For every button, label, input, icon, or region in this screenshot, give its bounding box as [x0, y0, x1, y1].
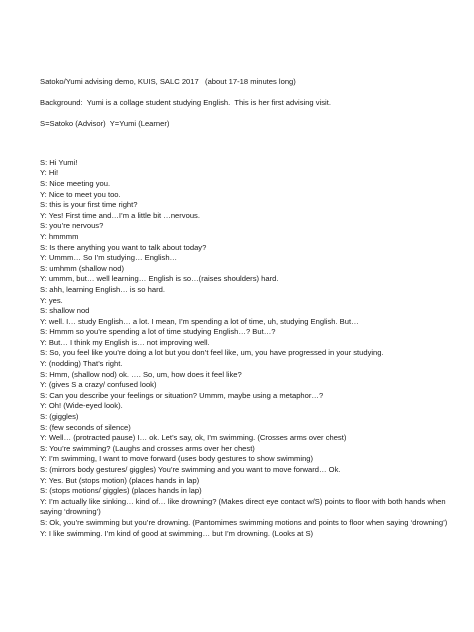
transcript-line: S: you’re nervous?	[40, 221, 104, 231]
transcript-line: S: (mirrors body gestures/ giggles) You’re swimming and you want to move forward… Ok.	[40, 465, 341, 474]
transcript	[40, 158, 450, 539]
transcript-line: S: Is there anything you want to talk about today?	[40, 242, 207, 252]
transcript-line: S: You’re swimming? (Laughs and crosses arms over her chest)	[40, 443, 255, 453]
transcript-line: S: ahh, learning English… is so hard.	[40, 284, 165, 294]
transcript-line: S: this is your first time right?	[40, 200, 138, 210]
transcript-line: Y: Ummm… So I’m studying… English…	[40, 253, 178, 263]
transcript-line: S: Nice meeting you.	[40, 178, 111, 188]
transcript-line: Y: Nice to meet you too.	[40, 189, 121, 199]
transcript-line: S: (stops motions/ giggles) (places hands in lap)	[40, 486, 202, 496]
transcript-line: Y: ummm, but… well learning… English is so…(raises shoulders) hard.	[40, 274, 279, 284]
transcript-line: S: (few seconds of silence)	[40, 422, 131, 432]
speaker-legend: S=Satoko (Advisor) Y=Yumi (Learner)	[40, 119, 170, 129]
transcript-line: S: Ok, you’re swimming but you’re drowning. (Pantomimes swimming motions and points to floor when saying ‘drowning’)	[40, 517, 448, 527]
transcript-line: Y: I’m actually like sinking… kind of… like drowning? (Makes direct eye contact w/S) points to floor with both hands when saying ‘drowning’)	[40, 496, 448, 517]
document-header	[40, 77, 450, 130]
transcript-line: Y: Hi!	[40, 168, 59, 178]
transcript-line: S: Hmmm so you’re spending a lot of time studying English…? But…?	[40, 327, 276, 337]
transcript-line: Y: I’m swimming, I want to move forward (uses body gestures to show swimming)	[40, 454, 314, 464]
transcript-line: Y: (nodding) That’s right.	[40, 359, 123, 369]
transcript-line: Y: Well… (protracted pause) I… ok. Let’s say, ok, I’m swimming. (Crosses arms over chest)	[40, 433, 347, 443]
transcript-line: Y: well. I… study English… a lot. I mean, I’m spending a lot of time, uh, studying English. But…	[40, 316, 359, 326]
transcript-line: S: Hi Yumi!	[40, 157, 78, 167]
transcript-line: Y: (gives S a crazy/ confused look)	[40, 380, 157, 390]
transcript-line: Y: hmmmm	[40, 231, 79, 241]
transcript-line: S: Hmm, (shallow nod) ok. …. So, um, how does it feel like?	[40, 369, 242, 379]
transcript-line: Y: Yes. But (stops motion) (places hands in lap)	[40, 475, 200, 485]
transcript-line: S: (giggles)	[40, 412, 79, 422]
transcript-line: Y: I like swimming. I’m kind of good at swimming… but I’m drowning. (Looks at S)	[40, 528, 314, 538]
document-title: Satoko/Yumi advising demo, KUIS, SALC 2017 (about 17-18 minutes long)	[40, 77, 296, 86]
transcript-line: Y: Yes! First time and…I’m a little bit …nervous.	[40, 210, 200, 220]
transcript-line: S: So, you feel like you’re doing a lot but you don’t feel like, um, you have progressed in your studying.	[40, 348, 384, 358]
background-note: Background: Yumi is a collage student studying English. This is her first advising visit.	[40, 98, 331, 108]
transcript-line: S: shallow nod	[40, 306, 90, 316]
transcript-line: S: umhmm (shallow nod)	[40, 263, 124, 273]
transcript-line: S: Can you describe your feelings or situation? Ummm, maybe using a metaphor…?	[40, 390, 324, 400]
transcript-line: Y: yes.	[40, 295, 63, 305]
transcript-line: Y: Oh! (Wide-eyed look).	[40, 401, 123, 411]
transcript-line: Y: But… I think my English is… not improving well.	[40, 337, 210, 347]
